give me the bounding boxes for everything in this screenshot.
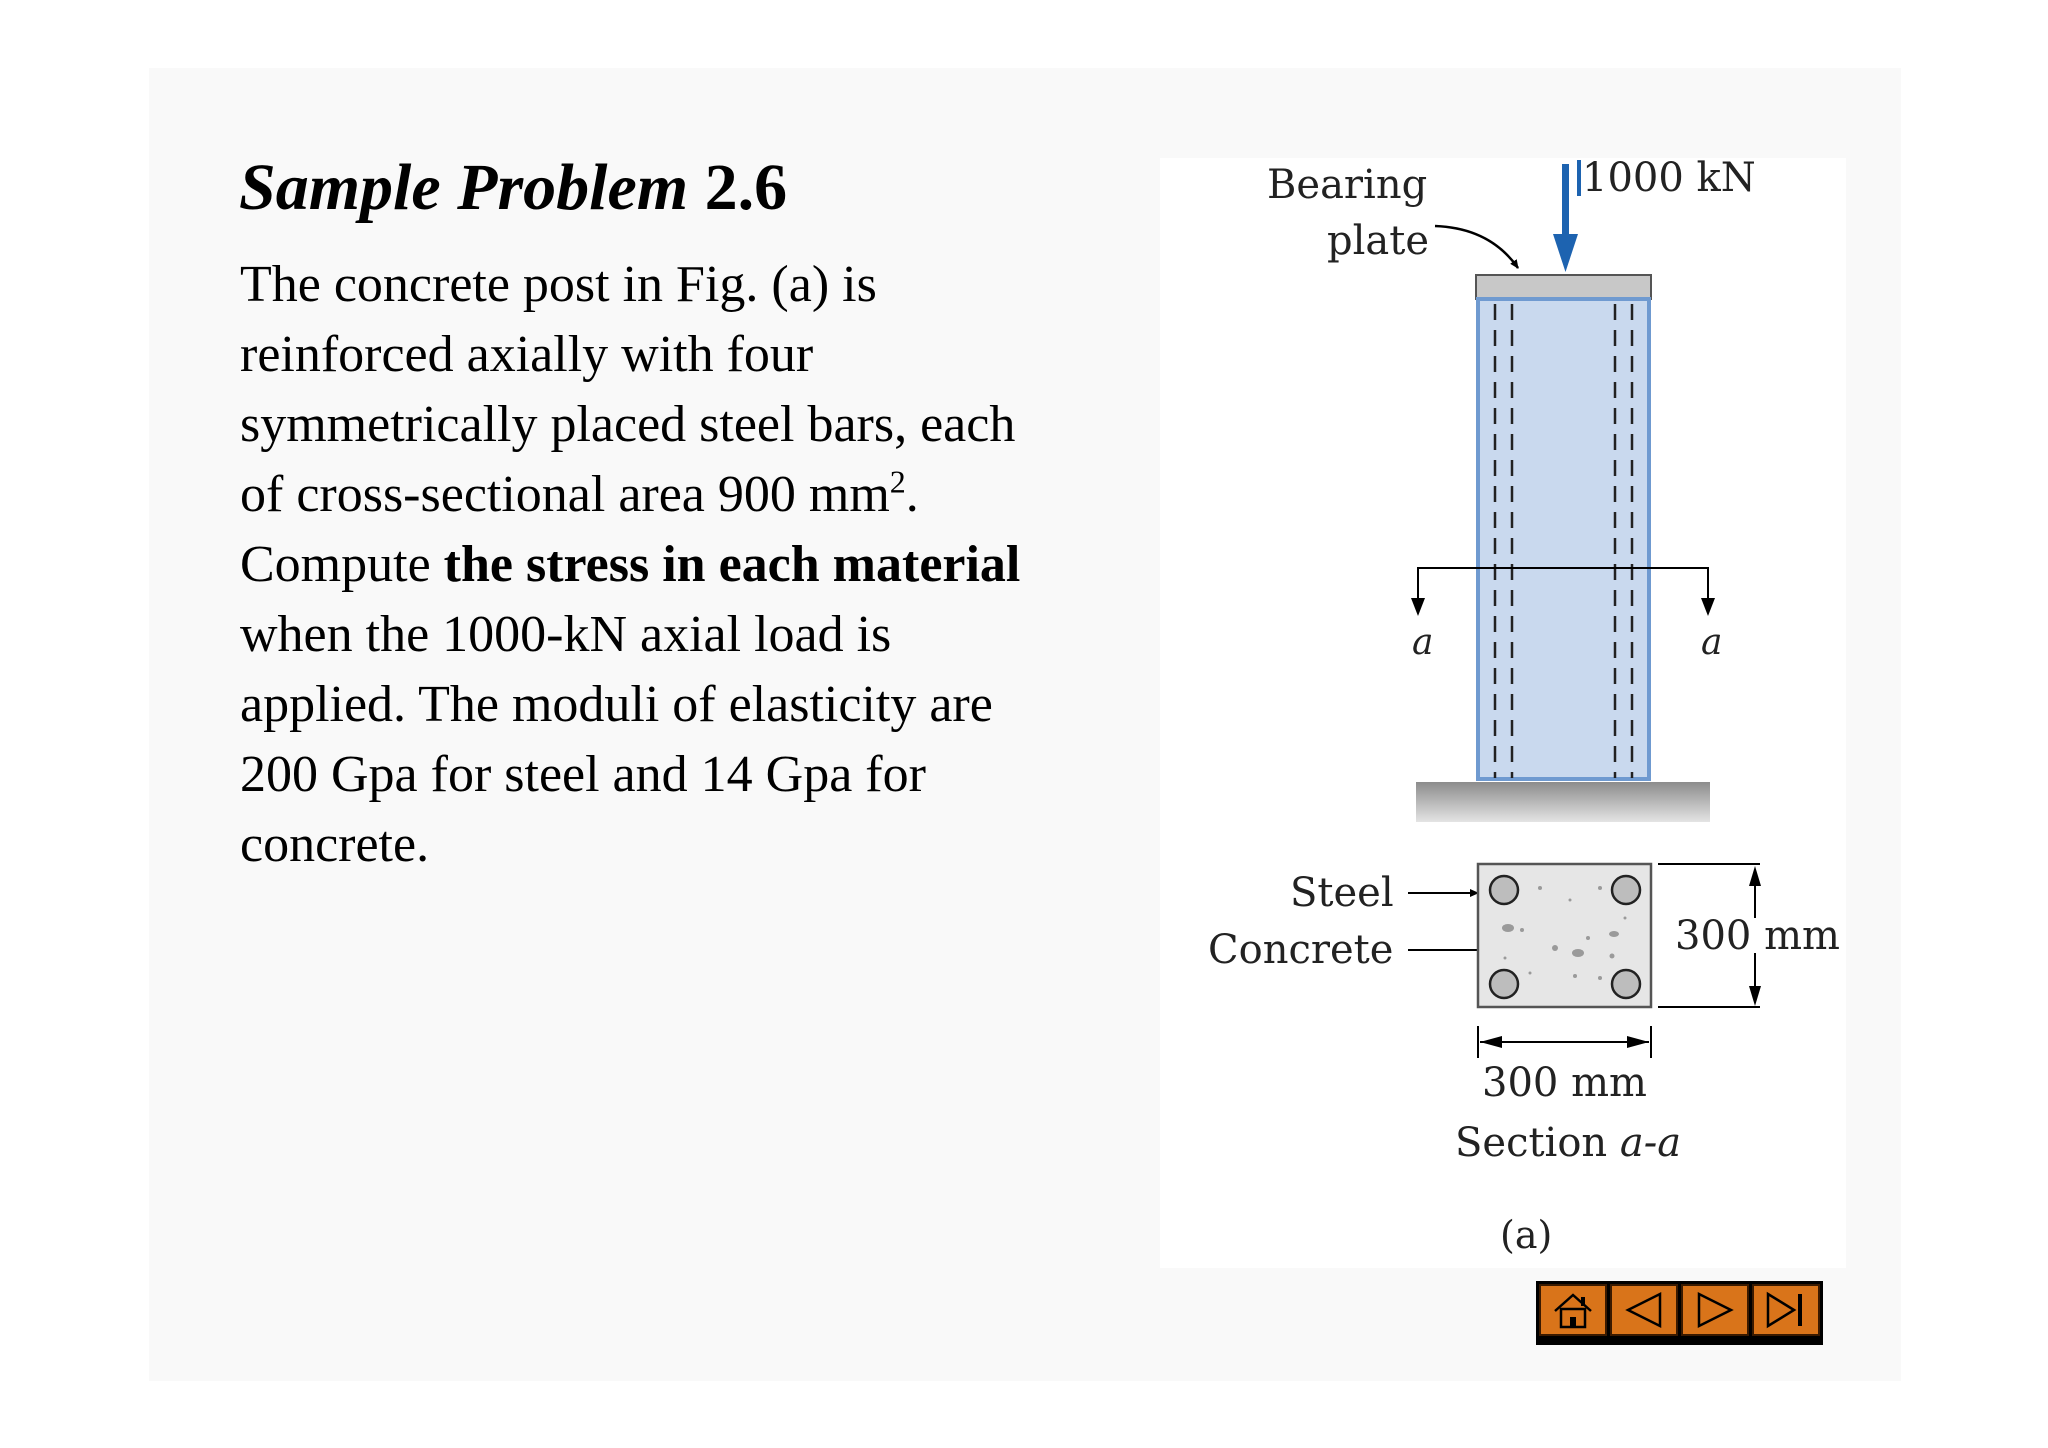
body-text: of cross-sectional area 900 mm: [240, 466, 890, 523]
previous-button[interactable]: [1610, 1284, 1678, 1336]
body-text: Compute: [240, 536, 444, 593]
foundation-base: [1416, 782, 1710, 822]
bearing-plate: [1476, 275, 1651, 299]
body-line: reinforced axially with four: [240, 326, 814, 383]
superscript: 2: [889, 463, 906, 500]
section-label: [1455, 1120, 1681, 1166]
body-line: [240, 530, 1140, 600]
title-italic: Sample Problem: [239, 151, 689, 224]
title-number: 2.6: [704, 151, 788, 224]
concrete-post: [1478, 299, 1649, 779]
load-arrow-tail: [1577, 160, 1581, 196]
load-label: 1000 kN: [1582, 158, 1756, 201]
slide-navigation: [1536, 1281, 1823, 1345]
dim-arrow-left: [1480, 1036, 1502, 1048]
last-icon: [1764, 1290, 1808, 1330]
section-mark-right: a: [1701, 622, 1723, 663]
section-label-italic: a-a: [1619, 1120, 1682, 1166]
home-icon: [1551, 1290, 1595, 1330]
figure-panel: [1160, 158, 1846, 1268]
dim-arrow-down: [1749, 986, 1761, 1006]
last-button[interactable]: [1752, 1284, 1820, 1336]
width-dim-label: 300 mm: [1482, 1060, 1647, 1106]
section-mark-left: a: [1412, 622, 1434, 663]
load-arrow-head: [1553, 234, 1578, 272]
dim-arrow-right: [1627, 1036, 1649, 1048]
section-arrow-right: [1701, 598, 1715, 616]
figure-caption: (a): [1500, 1213, 1553, 1257]
bearing-label-2: plate: [1327, 218, 1429, 264]
body-line: 200 Gpa for steel and 14 Gpa for: [240, 746, 926, 803]
next-button[interactable]: [1681, 1284, 1749, 1336]
body-text: .: [905, 466, 919, 523]
emphasis-text: the stress in each material: [443, 536, 1021, 593]
body-line: concrete.: [240, 816, 430, 873]
concrete-label: Concrete: [1208, 927, 1394, 973]
body-line: applied. The moduli of elasticity are: [240, 676, 993, 733]
bearing-leader-arrow: [1435, 226, 1518, 268]
bearing-label-1: Bearing: [1267, 162, 1428, 208]
previous-icon: [1622, 1290, 1666, 1330]
section-arrow-left: [1411, 598, 1425, 616]
steel-label: Steel: [1290, 870, 1394, 916]
post-diagram: [1160, 158, 1846, 1268]
problem-statement: [240, 250, 1140, 880]
body-line: The concrete post in Fig. (a) is: [240, 256, 877, 313]
load-arrow-shaft: [1562, 164, 1569, 239]
section-label-text: Section: [1455, 1120, 1620, 1166]
body-line: [240, 460, 1140, 530]
height-dim-label: 300 mm: [1675, 913, 1840, 959]
slide-title: [239, 150, 787, 226]
home-button[interactable]: [1539, 1284, 1607, 1336]
dim-arrow-up: [1749, 866, 1761, 886]
body-line: when the 1000-kN axial load is: [240, 606, 892, 663]
next-icon: [1693, 1290, 1737, 1330]
body-line: symmetrically placed steel bars, each: [240, 396, 1016, 453]
